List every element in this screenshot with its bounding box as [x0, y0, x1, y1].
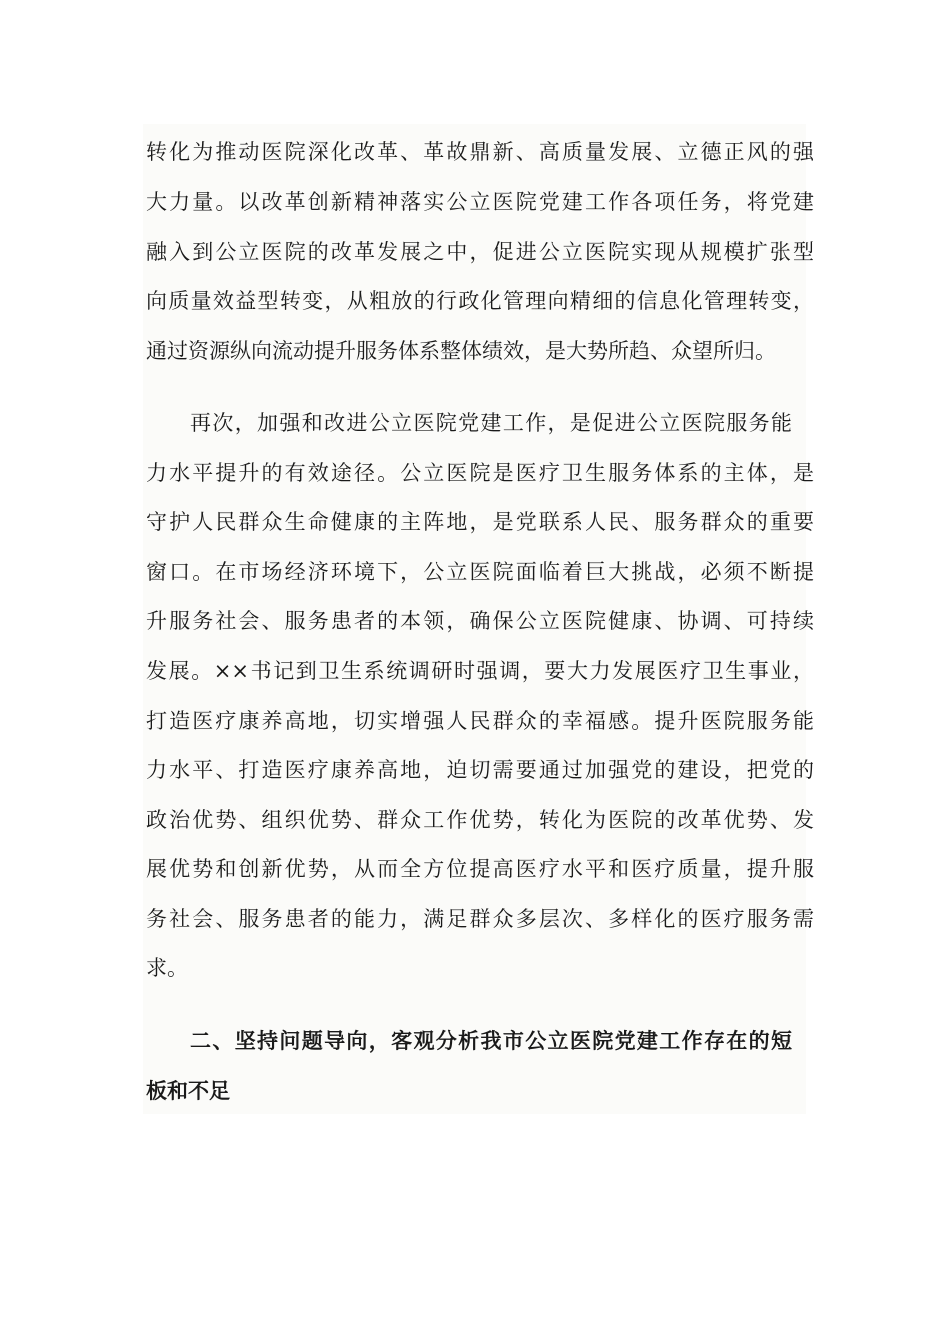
paragraph-2-line-11: 务社会、服务患者的能力，满足群众多层次、多样化的医疗服务需: [146, 907, 814, 931]
paragraph-2-line-5: 升服务社会、服务患者的本领，确保公立医院健康、协调、可持续: [146, 609, 814, 633]
paragraph-1-line-1: 转化为推动医院深化改革、革故鼎新、高质量发展、立德正风的强: [146, 140, 814, 164]
paragraph-1-line-4: 向质量效益型转变，从粗放的行政化管理向精细的信息化管理转变，: [146, 289, 814, 313]
paragraph-2-line-3: 守护人民群众生命健康的主阵地，是党联系人民、服务群众的重要: [146, 510, 814, 534]
paragraph-2-line-6: 发展。××书记到卫生系统调研时强调，要大力发展医疗卫生事业，: [146, 659, 814, 683]
paragraph-2-line-2: 力水平提升的有效途径。公立医院是医疗卫生服务体系的主体，是: [146, 461, 814, 485]
paragraph-1-line-3: 融入到公立医院的改革发展之中，促进公立医院实现从规模扩张型: [146, 240, 814, 264]
paragraph-2-line-10: 展优势和创新优势，从而全方位提高医疗水平和医疗质量，提升服: [146, 857, 814, 881]
paragraph-1-line-2: 大力量。以改革创新精神落实公立医院党建工作各项任务，将党建: [146, 190, 814, 214]
section-heading-line-1: 二、坚持问题导向，客观分析我市公立医院党建工作存在的短: [190, 1028, 792, 1053]
section-heading-line-2: 板和不足: [146, 1078, 230, 1103]
paragraph-2-line-12: 求。: [146, 956, 188, 980]
paragraph-2-line-4: 窗口。在市场经济环境下，公立医院面临着巨大挑战，必须不断提: [146, 560, 814, 584]
paragraph-2-line-8: 力水平、打造医疗康养高地，迫切需要通过加强党的建设，把党的: [146, 758, 814, 782]
paragraph-2-line-7: 打造医疗康养高地，切实增强人民群众的幸福感。提升医院服务能: [146, 709, 814, 733]
paragraph-2-line-1: 再次，加强和改进公立医院党建工作，是促进公立医院服务能: [190, 411, 792, 435]
paragraph-1-line-5: 通过资源纵向流动提升服务体系整体绩效，是大势所趋、众望所归。: [146, 339, 776, 363]
paragraph-2-line-9: 政治优势、组织优势、群众工作优势，转化为医院的改革优势、发: [146, 808, 814, 832]
